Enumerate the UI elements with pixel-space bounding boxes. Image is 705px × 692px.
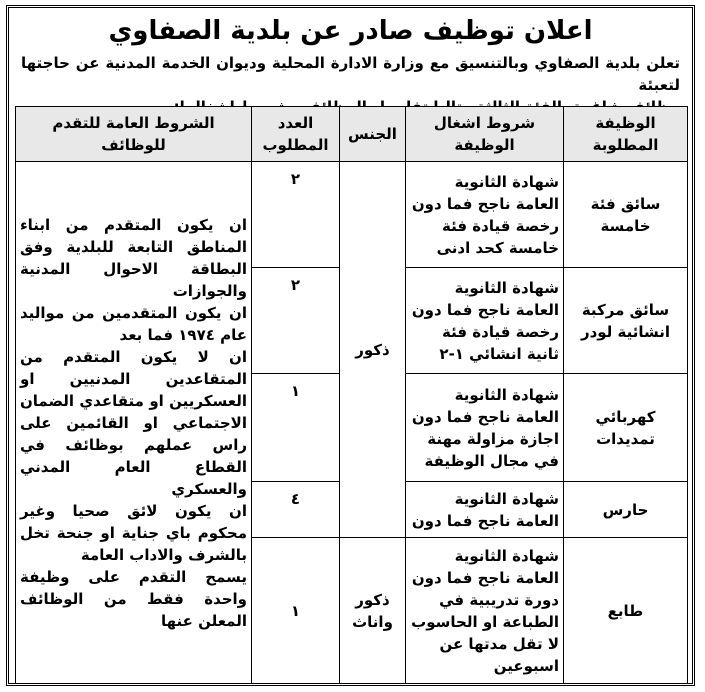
header-gender: الجنس xyxy=(340,107,406,162)
header-job: الوظيفة المطلوبة xyxy=(564,107,688,162)
gender-both: ذكور واناث xyxy=(340,538,406,684)
job-conditions: شهادة الثانوية العامة ناجح فما دون رخصة قيادة فئة ثانية انشائي ١-٢ xyxy=(406,268,564,374)
announcement-title: اعلان توظيف صادر عن بلدية الصفاوي xyxy=(108,16,593,46)
gender-male: ذكور xyxy=(340,162,406,538)
header-conditions: شروط اشغال الوظيفة xyxy=(406,107,564,162)
job-conditions: شهادة الثانوية العامة ناجح فما دون اجازة مزاولة مهنة في مجال الوظيفة xyxy=(406,374,564,482)
general-condition-item: ان يكون لائق صحيا وغير محكوم باي جناية او جنحة تخل بالشرف والاداب العامة xyxy=(20,501,247,564)
job-count: ١ xyxy=(252,374,340,482)
intro-line-1: تعلن بلدية الصفاوي وبالتنسيق مع وزارة الادارة المحلية وديوان الخدمة المدنية عن حاجتها لتعبئة xyxy=(21,54,680,94)
announcement-frame xyxy=(6,5,695,686)
job-title: طابع xyxy=(564,538,688,684)
job-count: ١ xyxy=(252,538,340,684)
job-title: سائق مركبة انشائية لودر xyxy=(564,268,688,374)
table-header-row xyxy=(16,107,688,162)
job-conditions: شهادة الثانوية العامة ناجح فما دون رخصة قيادة فئة خامسة كحد ادنى xyxy=(406,162,564,268)
general-conditions xyxy=(16,162,252,684)
table-row xyxy=(16,162,688,268)
job-conditions: شهادة الثانوية العامة ناجح فما دون xyxy=(406,482,564,538)
general-condition-item: يسمح التقدم على وظيفة واحدة فقط من الوظائف المعلن عنها xyxy=(20,567,247,630)
general-condition-item: ان يكون المتقدم من ابناء المناطق التابعة للبلدية وفق البطاقة الاحوال المدنية والجوازات xyxy=(20,215,247,300)
general-condition-item: ان لا يكون المتقدم من المتقاعدين المدنيين او العسكريين او متقاعدي الضمان الاجتماعي او القائمين على راس عملهم بوظائف في القطاع العام المدني والعسكري xyxy=(20,347,247,498)
job-title: حارس xyxy=(564,482,688,538)
job-conditions: شهادة الثانوية العامة ناجح فما دون دورة تدريبية في الطباعة او الحاسوب لا تقل مدتها عن اسبوعين xyxy=(406,538,564,684)
job-title: كهربائي تمديدات xyxy=(564,374,688,482)
header-general: الشروط العامة للتقدم للوظائف xyxy=(16,107,252,162)
job-count: ٢ xyxy=(252,268,340,374)
header-count: العدد المطلوب xyxy=(252,107,340,162)
job-title: سائق فئة خامسة xyxy=(564,162,688,268)
jobs-table xyxy=(15,106,688,684)
general-condition-item: ان يكون المتقدمين من مواليد عام ١٩٧٤ فما بعد xyxy=(20,303,247,344)
job-count: ٤ xyxy=(252,482,340,538)
job-count: ٢ xyxy=(252,162,340,268)
